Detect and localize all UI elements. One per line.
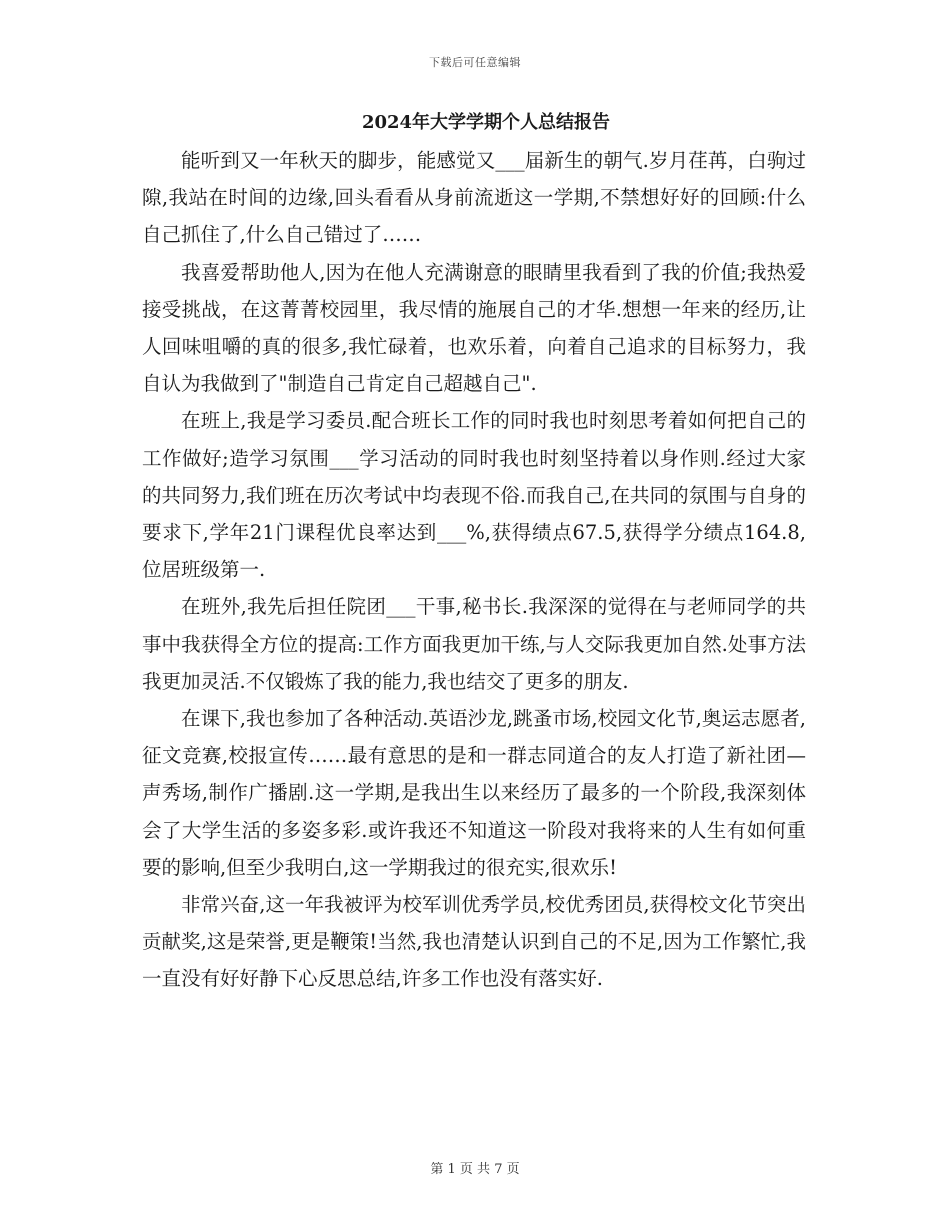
document-title: 2024年大学学期个人总结报告 [361,112,611,133]
paragraph-3: 在班上,我是学习委员.配合班长工作的同时我也时刻思考着如何把自己的工作做好;造学习氛围___学习活动的同时我也时刻坚持着以身作则.经过大家的共同努力,我们班在历次考试中均表现不俗.而我自己,在共同的氛围与自身的要求下,学年21门课程优良率达到___%,获得绩点67.5,获得学分绩点164.8,位居班级第一. [142,409,806,582]
paragraph-1: 能听到又一年秋天的脚步，能感觉又___届新生的朝气.岁月荏苒，白驹过隙,我站在时间的边缘,回头看看从身前流逝这一学期,不禁想好好的回顾:什么自己抓住了,什么自己错过了…… [142,149,806,247]
paragraph-4: 在班外,我先后担任院团___干事,秘书长.我深深的觉得在与老师同学的共事中我获得全方位的提高:工作方面我更加干练,与人交际我更加自然.处事方法我更加灵活.不仅锻炼了我的能力,我也结交了更多的朋友. [142,595,806,693]
paragraph-5: 在课下,我也参加了各种活动.英语沙龙,跳蚤市场,校园文化节,奥运志愿者,征文竞赛,校报宣传……最有意思的是和一群志同道合的友人打造了新社团—声秀场,制作广播剧.这一学期,是我出生以来经历了最多的一个阶段,我深刻体会了大学生活的多姿多彩.或许我还不知道这一阶段对我将来的人生有如何重要的影响,但至少我明白,这一学期我过的很充实,很欢乐! [142,707,806,879]
paragraph-2: 我喜爱帮助他人,因为在他人充满谢意的眼睛里我看到了我的价值;我热爱接受挑战，在这菁菁校园里，我尽情的施展自己的才华.想想一年来的经历,让人回味咀嚼的真的很多,我忙碌着，也欢乐着，向着自己追求的目标努力，我自认为我做到了"制造自己肯定自己超越自己". [142,260,806,396]
paragraph-6: 非常兴奋,这一年我被评为校军训优秀学员,校优秀团员,获得校文化节突出贡献奖,这是荣誉,更是鞭策!当然,我也清楚认识到自己的不足,因为工作繁忙,我一直没有好好静下心反思总结,许多工作也没有落实好. [142,893,806,991]
page-number: 第 1 页 共 7 页 [430,1162,520,1177]
page-header-note: 下载后可任意编辑 [429,56,521,69]
document-body [142,110,806,998]
